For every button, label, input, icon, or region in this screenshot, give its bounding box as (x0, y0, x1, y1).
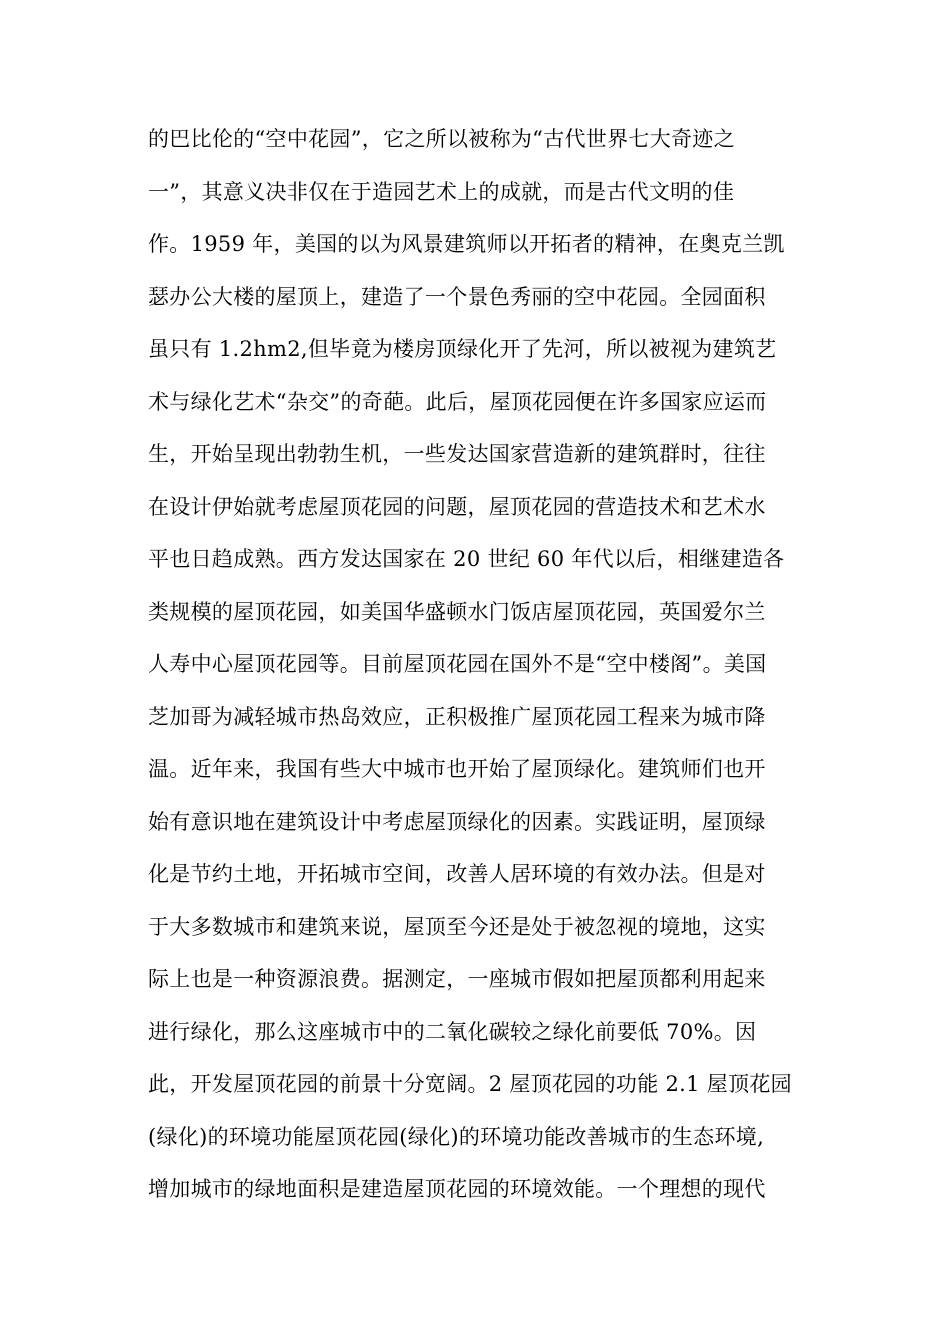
text-line-18: 进行绿化，那么这座城市中的二氧化碳较之绿化前要低 70%。因 (148, 1019, 757, 1044)
text-line-15: 化是节约土地，开拓城市空间，改善人居环境的有效办法。但是对 (148, 862, 766, 886)
text-line-1: 的巴比伦的“空中花园”，它之所以被称为“古代世界七大奇迹之 (148, 127, 735, 151)
text-line-7: 生，开始呈现出勃勃生机，一些发达国家营造新的建筑群时，往往 (148, 442, 766, 466)
text-line-5: 虽只有 1.2hm2,但毕竟为楼房顶绿化开了先河，所以被视为建筑艺 (148, 337, 777, 361)
text-line-9: 平也日趋成熟。西方发达国家在 20 世纪 60 年代以后，相继建造各 (148, 547, 785, 571)
text-line-10: 类规模的屋顶花园，如美国华盛顿水门饭店屋顶花园，英国爱尔兰 (148, 599, 766, 624)
text-line-3: 作。1959 年，美国的以为风景建筑师以开拓者的精神，在奥克兰凯 (148, 232, 785, 256)
text-line-19: 此，开发屋顶花园的前景十分宽阔。2 屋顶花园的功能 2.1 屋顶花园 (148, 1072, 792, 1096)
text-line-14: 始有意识地在建筑设计中考虑屋顶绿化的因素。实践证明，屋顶绿 (148, 809, 766, 834)
text-line-4: 瑟办公大楼的屋顶上，建造了一个景色秀丽的空中花园。全园面积 (148, 284, 766, 309)
text-line-21: 增加城市的绿地面积是建造屋顶花园的环境效能。一个理想的现代 (148, 1177, 766, 1201)
body-paragraph (148, 120, 808, 1223)
text-line-13: 温。近年来，我国有些大中城市也开始了屋顶绿化。建筑师们也开 (148, 757, 766, 781)
text-line-11: 人寿中心屋顶花园等。目前屋顶花园在国外不是“空中楼阁”。美国 (148, 652, 767, 676)
text-line-6: 术与绿化艺术“杂交”的奇葩。此后，屋顶花园便在许多国家应运而 (148, 389, 767, 414)
text-line-12: 芝加哥为减轻城市热岛效应，正积极推广屋顶花园工程来为城市降 (148, 704, 766, 729)
text-line-17: 际上也是一种资源浪费。据测定，一座城市假如把屋顶都利用起来 (148, 967, 766, 991)
text-line-8: 在设计伊始就考虑屋顶花园的问题，屋顶花园的营造技术和艺术水 (148, 494, 766, 519)
text-line-2: 一”，其意义决非仅在于造园艺术上的成就，而是古代文明的佳 (148, 179, 735, 204)
text-line-20: (绿化)的环境功能屋顶花园(绿化)的环境功能改善城市的生态环境, (148, 1124, 765, 1149)
text-line-16: 于大多数城市和建筑来说，屋顶至今还是处于被忽视的境地，这实 (148, 914, 766, 939)
